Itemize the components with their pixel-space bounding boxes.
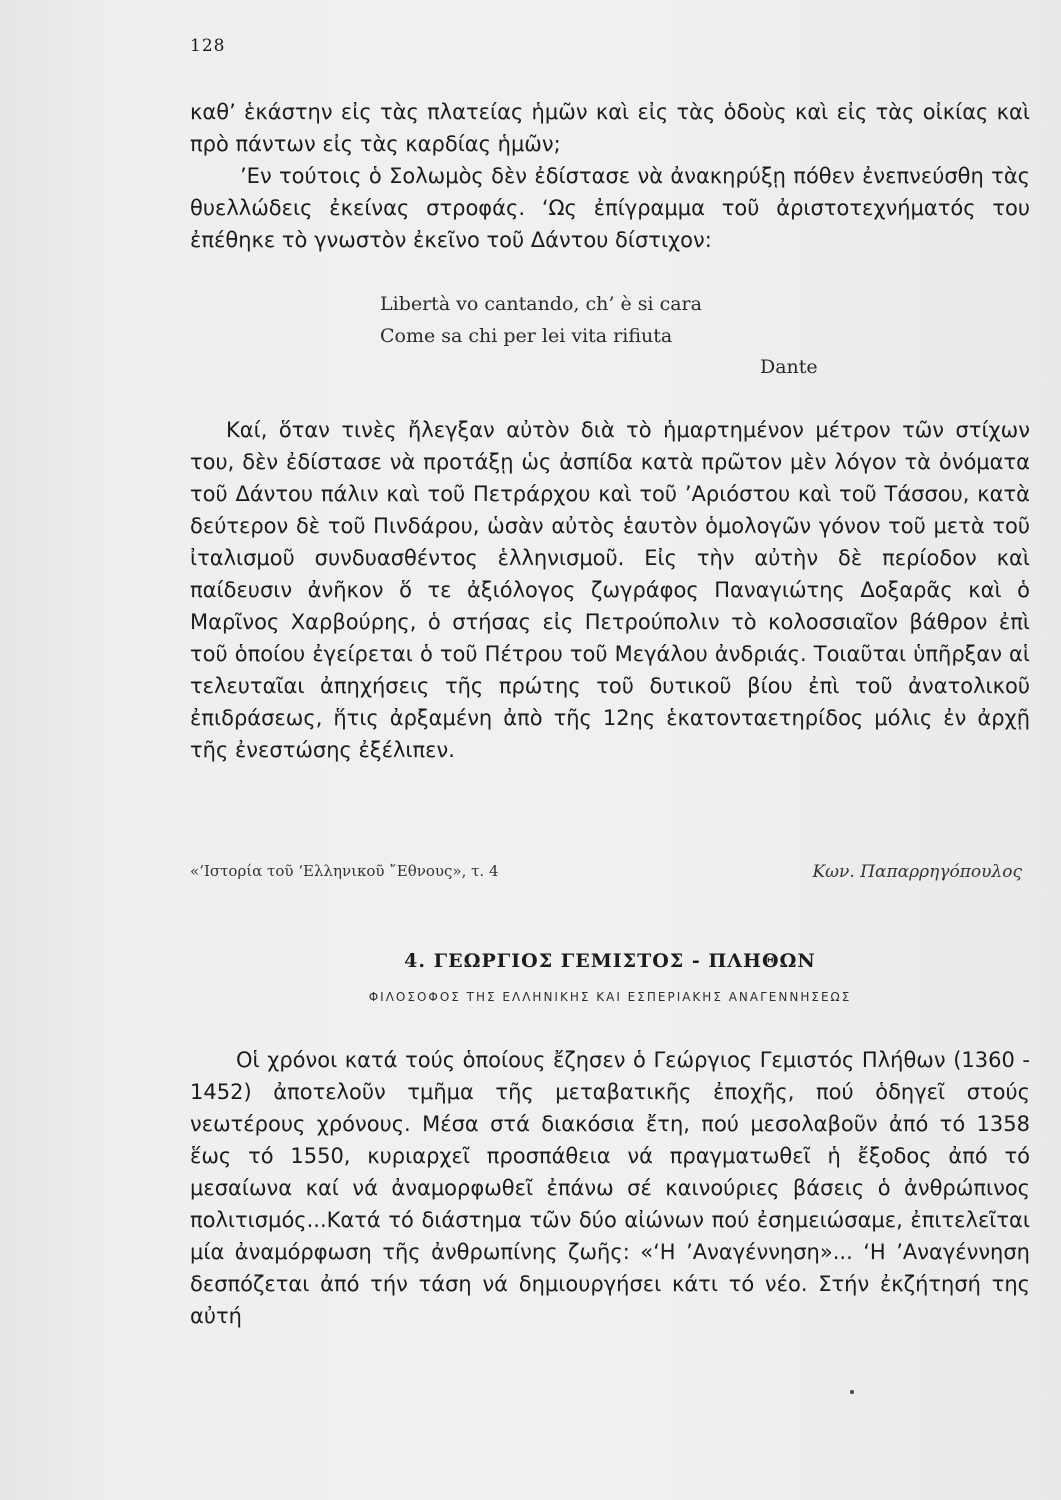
- paragraph-intro: [190, 96, 1030, 256]
- paragraph-critics: Καί, ὅταν τινὲς ἤλεγξαν αὐτὸν διὰ τὸ ἡμαρτημένον μέτρον τῶν στίχων του, δὲν ἐδίστασε νὰ προτάξῃ ὡς ἀσπίδα κατὰ πρῶτον μὲν λόγον τὰ ὀνόματα τοῦ Δάντου πάλιν καὶ τοῦ Πετράρχου καὶ τοῦ ’Αριόστου καὶ τοῦ Τάσσου, κατὰ δεύτερον δὲ τοῦ Πινδάρου, ὡσὰν αὐτὸς ἑαυτὸν ὁμολογῶν γόνον τοῦ μετὰ τοῦ ἰταλισμοῦ συνδυασθέντος ἑλληνισμοῦ. Εἰς τὴν αὐτὴν δὲ περίοδον καὶ παίδευσιν ἀνῆκον ὅ τε ἀξιόλογος ζωγράφος Παναγιώτης Δοξαρᾶς καὶ ὁ Μαρῖνος Χαρβούρης, ὁ στήσας εἰς Πετρούπολιν τὸ κολοσσιαῖον βάθρον ἐπὶ τοῦ ὁποίου ἐγείρεται ὁ τοῦ Πέτρου τοῦ Μεγάλου ἀνδριάς. Τοιαῦται ὑπῆρξαν αἱ τελευταῖαι ἀπηχήσεις τῆς πρώτης τοῦ δυτικοῦ βίου ἐπὶ τοῦ ἀνατολικοῦ ἐπιδράσεως, ἥτις ἀρξαμένη ἀπὸ τῆς 12ης ἑκατονταετηρίδος μόλις ἐν ἀρχῇ τῆς ἐνεστώσης ἐξέλιπεν.: [190, 418, 1030, 762]
- section-title: 4. ΓΕΩΡΓΙΟΣ ΓΕΜΙΣΤΟΣ - ΠΛΗΘΩΝ: [404, 950, 816, 972]
- section-subtitle: ΦΙΛΟΣΟΦΟΣ ΤΗΣ ΕΛΛΗΝΙΚΗΣ ΚΑΙ ΕΣΠΕΡΙΑΚΗΣ ΑΝΑΓΕΝΝΗΣΕΩΣ: [368, 990, 852, 1004]
- source-author: Κων. Παπαρρηγόπουλος: [812, 862, 1022, 882]
- source-citation: [190, 862, 1030, 880]
- verse-line-1: Libertà vo cantando, ch’ è si cara: [380, 293, 702, 315]
- dante-verse: [380, 288, 702, 352]
- paragraph-intro-line1: καθ’ ἑκάστην εἰς τὰς πλατείας ἡμῶν καὶ εἰς τὰς ὁδοὺς καὶ εἰς τὰς οἰκίας καὶ πρὸ πάντων εἰς τὰς καρδίας ἡμῶν;: [190, 100, 1030, 156]
- paragraph-plethon: Οἱ χρόνοι κατά τούς ὁποίους ἔζησεν ὁ Γεώργιος Γεμιστός Πλήθων (1360 - 1452) ἀποτελοῦν τμῆμα τῆς μεταβατικῆς ἐποχῆς, πού ὁδηγεῖ στούς νεωτέρους χρόνους. Μέσα στά διακόσια ἔτη, πού μεσολαβοῦν ἀπό τό 1358 ἕως τό 1550, κυριαρχεῖ προσπάθεια νά πραγματωθεῖ ἡ ἔξοδος ἀπό τό μεσαίωνα καί νά ἀναμορφωθεῖ ἐπάνω σέ καινούριες βάσεις ὁ ἀνθρώπινος πολιτισμός...Κατά τό διάστημα τῶν δύο αἰώνων πού ἐσημειώσαμε, ἐπιτελεῖται μία ἀναμόρφωση τῆς ἀνθρωπίνης ζωῆς: «‘Η ’Αναγέννηση»... ‘Η ’Αναγέννηση δεσπόζεται ἀπό τήν τάση νά δημιουργήσει κάτι τό νέο. Στήν ἐκζήτησή της αὐτή: [190, 1048, 1030, 1328]
- verse-author: Dante: [760, 356, 818, 378]
- verse-line-2: Come sa chi per lei vita rifiuta: [380, 325, 673, 347]
- print-speck: [850, 1390, 854, 1394]
- source-work: «‘Ιστορία τοῦ ‘Ελληνικοῦ ῎Εθνους», τ. 4: [190, 862, 499, 880]
- page-number: 128: [190, 36, 226, 56]
- paragraph-solomos: ’Εν τούτοις ὁ Σολωμὸς δὲν ἐδίστασε νὰ ἀνακηρύξῃ πόθεν ἐνεπνεύσθη τὰς θυελλώδεις ἐκείνας στροφάς. ‘Ως ἐπίγραμμα τοῦ ἀριστοτεχνήματός του ἐπέθηκε τὸ γνωστὸν ἐκεῖνο τοῦ Δάντου δίστιχον:: [190, 164, 1030, 252]
